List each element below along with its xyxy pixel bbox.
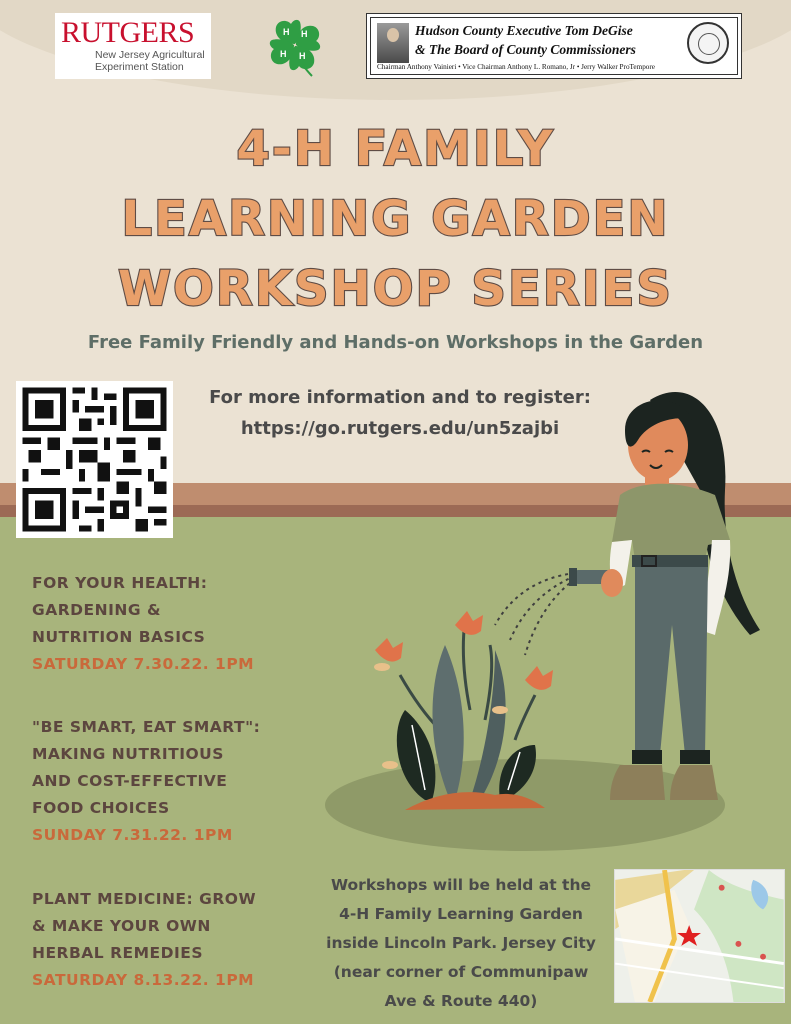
title-line3: WORKSHOP SERIES bbox=[118, 261, 673, 317]
location-map[interactable] bbox=[614, 869, 785, 1003]
workshop-3-date: SATURDAY 8.13.22. 1PM bbox=[32, 971, 255, 989]
venue-line2: 4-H Family Learning Garden bbox=[339, 905, 583, 923]
page-title bbox=[0, 114, 791, 324]
workshop-1-line1: FOR YOUR HEALTH: bbox=[32, 574, 208, 592]
venue-line4: (near corner of Communipaw bbox=[333, 963, 589, 981]
hudson-line3: Chairman Anthony Vainieri • Vice Chairman Anthony L. Romano, Jr • Jerry Walker ProTempore bbox=[377, 63, 655, 71]
workshop-1-line2: GARDENING & bbox=[32, 601, 161, 619]
rutgers-sub-line1: New Jersey Agricultural bbox=[95, 49, 205, 61]
workshop-2-date: SUNDAY 7.31.22. 1PM bbox=[32, 826, 233, 844]
title-line1: 4-H FAMILY bbox=[236, 121, 555, 177]
svg-text:H: H bbox=[301, 29, 308, 39]
workshop-3 bbox=[32, 886, 256, 994]
rutgers-sub-line2: Experiment Station bbox=[95, 61, 184, 73]
hudson-frame bbox=[370, 17, 738, 75]
workshop-3-line2: & MAKE YOUR OWN bbox=[32, 917, 211, 935]
four-h-clover-icon bbox=[262, 12, 328, 78]
workshop-2-line1: "BE SMART, EAT SMART": bbox=[32, 718, 261, 736]
executive-photo bbox=[377, 23, 409, 63]
workshop-1-line3: NUTRITION BASICS bbox=[32, 628, 206, 646]
venue-line5: Ave & Route 440) bbox=[384, 992, 538, 1010]
subtitle: Free Family Friendly and Hands-on Workshops in the Garden bbox=[87, 332, 704, 353]
workshop-2-line2: MAKING NUTRITIOUS bbox=[32, 745, 224, 763]
gardener bbox=[569, 392, 760, 800]
title-line2: LEARNING GARDEN bbox=[121, 191, 670, 247]
register-link[interactable]: https://go.rutgers.edu/un5zajbi bbox=[240, 418, 560, 439]
hudson-line1: Hudson County Executive Tom DeGise bbox=[415, 23, 633, 38]
hudson-county-banner bbox=[366, 13, 742, 79]
workshop-3-line1: PLANT MEDICINE: GROW bbox=[32, 890, 257, 908]
venue-line1: Workshops will be held at the bbox=[330, 876, 591, 894]
hudson-county-seal-icon bbox=[687, 22, 729, 64]
venue-line3: inside Lincoln Park. Jersey City bbox=[326, 934, 596, 952]
gardener-illustration bbox=[320, 380, 791, 860]
rutgers-name: RUTGERS bbox=[61, 16, 195, 49]
hudson-line2: & The Board of County Commissioners bbox=[415, 42, 636, 57]
svg-text:H: H bbox=[283, 27, 290, 37]
workshop-2-line3: AND COST-EFFECTIVE bbox=[32, 772, 228, 790]
workshop-1-date: SATURDAY 7.30.22. 1PM bbox=[32, 655, 255, 673]
workshop-2 bbox=[32, 714, 260, 849]
svg-text:H: H bbox=[280, 49, 287, 59]
workshop-3-line3: HERBAL REMEDIES bbox=[32, 944, 203, 962]
workshop-2-line4: FOOD CHOICES bbox=[32, 799, 170, 817]
workshop-1 bbox=[32, 570, 254, 678]
venue-info bbox=[316, 871, 606, 1016]
rutgers-logo bbox=[55, 13, 211, 79]
qr-code-icon[interactable] bbox=[16, 381, 173, 538]
register-text: For more information and to register: bbox=[209, 387, 591, 408]
svg-text:H: H bbox=[299, 51, 306, 61]
